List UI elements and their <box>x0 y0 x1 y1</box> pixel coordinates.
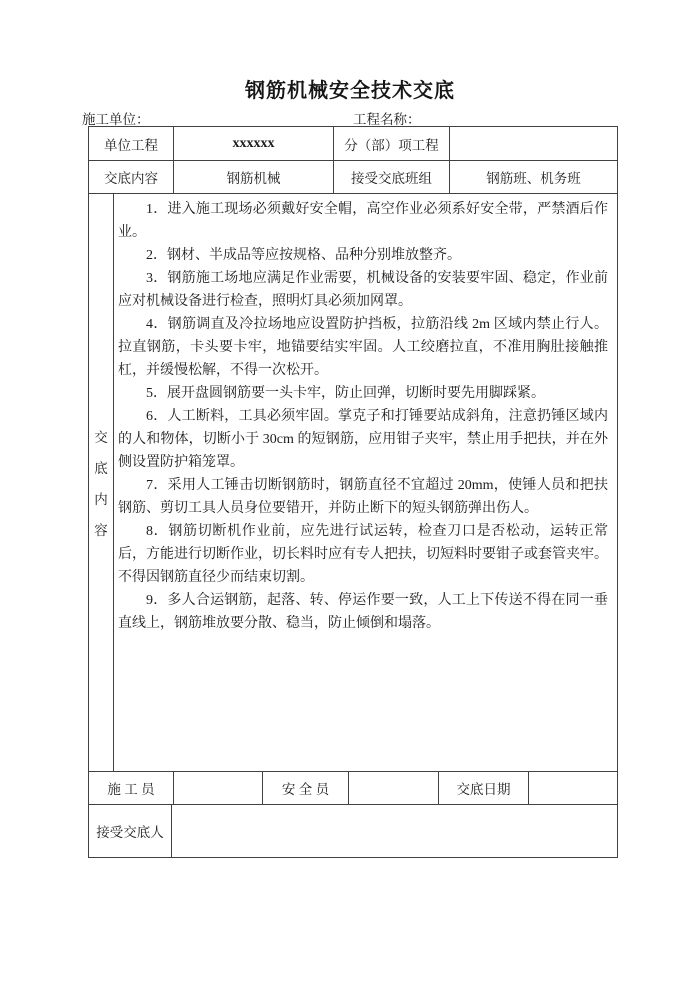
side-char: 容 <box>94 523 108 538</box>
unit-project-row <box>89 127 617 160</box>
content-item-7: 7．采用人工锤击切断钢筋时，钢筋直径不宜超过 20mm，使锤人员和把扶钢筋、剪切工具人员身位要错开，并防止断下的短头钢筋弹出伤人。 <box>118 478 608 516</box>
constructor-label-cell: 施 工 员 <box>107 782 155 797</box>
safety-officer-signature-cell <box>348 772 438 804</box>
unit-project-value-cell: xxxxxx <box>173 127 333 160</box>
disclosure-content-label-cell: 交底内容 <box>104 171 158 186</box>
side-char: 内 <box>94 492 108 507</box>
sub-project-label-cell: 分（部）项工程 <box>333 127 449 160</box>
receiver-row <box>89 804 617 857</box>
receiving-team-label-cell: 接受交底班组 <box>333 161 449 193</box>
content-side-label <box>89 194 113 771</box>
content-item-1: 1．进入施工现场必须戴好安全帽，高空作业必须系好安全带，严禁酒后作业。 <box>118 202 608 240</box>
content-item-6: 6．人工断料，工具必须牢固。掌克子和打锤要站成斜角，注意扔锤区域内的人和物体，切断小于 30cm 的短钢筋，应用钳子夹牢，禁止用手把扶，并在外侧设置防护箱笼罩。 <box>118 409 608 470</box>
safety-officer-label-cell: 安 全 员 <box>262 772 348 804</box>
content-item-4: 4．钢筋调直及冷拉场地应设置防护挡板，拉筋沿线 2m 区域内禁止行人。拉直钢筋，卡头要卡牢，地锚要结实牢固。人工绞磨拉直，不准用胸肚接触推杠，并缓慢松解，不得一次松开。 <box>118 317 608 378</box>
date-label-cell: 交底日期 <box>438 772 528 804</box>
document-title: 钢筋机械安全技术交底 <box>245 80 455 102</box>
content-item-9: 9．多人合运钢筋，起落、转、停运作要一致，人工上下传送不得在同一垂直线上，钢筋堆放要分散、稳当，防止倾倒和塌落。 <box>118 593 608 631</box>
constructor-signature-cell <box>173 772 262 804</box>
content-body-row <box>89 193 617 771</box>
receiver-signature-cell <box>171 805 617 857</box>
signature-row <box>89 771 617 804</box>
content-item-5: 5．展开盘圆钢筋要一头卡牢，防止回弹，切断时要先用脚踩紧。 <box>146 386 545 401</box>
side-char: 底 <box>94 461 108 476</box>
sub-project-value-cell <box>449 127 617 160</box>
receiving-team-value-cell: 钢筋班、机务班 <box>449 161 617 193</box>
disclosure-content-value-cell: 钢筋机械 <box>173 161 333 193</box>
content-item-2: 2．钢材、半成品等应按规格、品种分别堆放整齐。 <box>146 248 461 263</box>
content-item-3: 3．钢筋施工场地应满足作业需要，机械设备的安装要牢固、稳定，作业前应对机械设备进行检查，照明灯具必须加网罩。 <box>118 271 608 309</box>
content-text-area <box>113 194 617 771</box>
unit-project-label-cell: 单位工程 <box>104 137 158 153</box>
side-char: 交 <box>94 430 108 445</box>
project-name-label: 工程名称： <box>353 112 421 127</box>
date-value-cell <box>528 772 617 804</box>
disclosure-table <box>88 126 618 858</box>
receiver-label-cell: 接受交底人 <box>96 825 164 840</box>
content-item-8: 8．钢筋切断机作业前，应先进行试运转，检查刀口是否松动，运转正常后，方能进行切断作业，切长料时应有专人把扶，切短料时要钳子或套管夹牢。不得因钢筋直径少而结束切割。 <box>118 524 608 585</box>
disclosure-content-row <box>89 160 617 193</box>
construction-unit-label: 施工单位： <box>82 112 150 127</box>
